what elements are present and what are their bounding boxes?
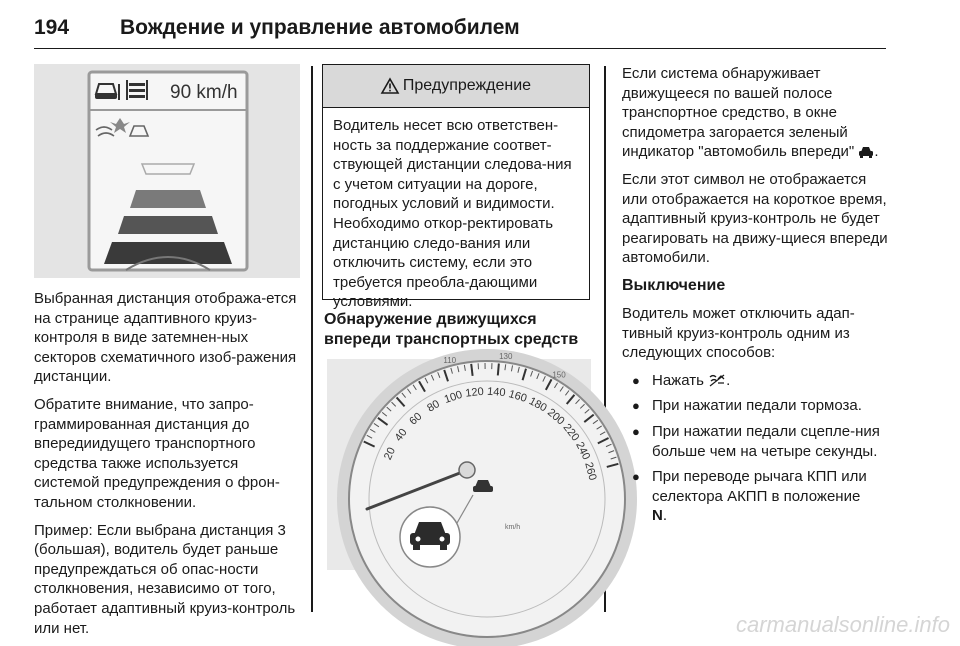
gauge-tick-label: 100 xyxy=(443,389,464,406)
page-title: Вождение и управление автомобилем xyxy=(120,16,520,40)
paragraph: Если этот символ не отображается или отображается на короткое время, адаптивный круиз-контроль не будет реагировать на движу-щиеся впереди автомобили. xyxy=(622,170,890,268)
gauge-tick-label: 260 xyxy=(582,461,598,482)
distance-setting-icon xyxy=(126,80,148,100)
gauge-tick-label: 140 xyxy=(487,386,506,400)
warning-box xyxy=(322,64,590,300)
gauge-tick-label: 120 xyxy=(465,386,485,400)
column-divider xyxy=(311,66,313,612)
paragraph: Пример: Если выбрана дистанция 3 (большая), водитель будет раньше предупреждаться об опас-ности столкновения, независимо от того, работает адаптивный круиз-контроль или нет. xyxy=(34,521,300,639)
gauge-outer-label: 110 xyxy=(443,356,456,365)
speed-unit: km/h xyxy=(505,524,520,531)
gauge-tick-label: 20 xyxy=(382,446,398,462)
subsection-heading: Выключение xyxy=(622,276,890,296)
paragraph: Обратите внимание, что запро-граммированная дистанция до впередиидущего транспортного средства также используется системой предупреждения о фрон-тальном столкновении. xyxy=(34,395,300,513)
list-item: ● Нажать . xyxy=(622,371,890,391)
page-header xyxy=(34,14,886,49)
bullet-list xyxy=(622,371,890,526)
gauge-tick-label: 60 xyxy=(407,411,424,428)
gauge-tick-label: 160 xyxy=(507,388,528,405)
gauge-tick-label: 180 xyxy=(527,395,549,414)
gauge-tick-label: 240 xyxy=(573,440,592,462)
gauge-major-tick xyxy=(471,364,472,376)
paragraph: Если система обнаруживает движущееся по вашей полосе транспортное средство, в окне спидометра загорается зеленый индикатор "автомобиль впереди" . xyxy=(622,64,890,162)
set-speed-text: 90 km/h xyxy=(170,82,238,103)
gauge-outer-label: 150 xyxy=(552,370,566,379)
gauge-major-tick xyxy=(498,364,499,376)
list-item: ● При нажатии педали тормоза. xyxy=(622,396,890,416)
section-title: Обнаружение движущихся впереди транспортных средств xyxy=(324,310,594,350)
needle-hub xyxy=(459,462,475,478)
column-1 xyxy=(34,289,300,646)
list-item: ● При нажатии педали сцепле-ния больше чем на четыре секунды. xyxy=(622,422,890,461)
paragraph: Водитель может отключить адап-тивный круиз-контроль одним из следующих способов: xyxy=(622,304,890,363)
acc-display-figure xyxy=(34,64,300,278)
gauge-outer-label: 130 xyxy=(499,352,513,361)
watermark: carmanualsonline.info xyxy=(736,612,950,638)
list-item: ● При переводе рычага КПП или селектора АКПП в положение N. xyxy=(622,467,890,526)
speedometer-figure xyxy=(327,359,591,570)
warning-triangle-icon xyxy=(381,78,399,94)
gauge-tick-label: 220 xyxy=(561,422,582,444)
warning-header xyxy=(323,65,589,108)
gauge-tick-label: 40 xyxy=(393,427,410,444)
vehicle-ahead-icon xyxy=(858,146,874,158)
column-3 xyxy=(622,64,890,532)
paragraph: Выбранная дистанция отобража-ется на странице адаптивного круиз-контроля в виде затемнен-ных секторов схематичного изоб-ражения дистанции. xyxy=(34,289,300,387)
acc-off-icon xyxy=(708,374,726,387)
page-number: 194 xyxy=(34,16,69,40)
warning-text: Водитель несет всю ответствен-ность за поддержание соответ-ствующей дистанции следова-ния с учетом ситуации на дороге, погодных условий и видимости. Необходимо откор-ректировать дистанцию следо-вания или отключить систему, если это требуется преобла-дающими условиями. xyxy=(323,108,589,312)
gauge-tick-label: 200 xyxy=(545,407,567,428)
warning-title: Предупреждение xyxy=(403,77,531,95)
gauge-tick-label: 80 xyxy=(425,398,442,415)
